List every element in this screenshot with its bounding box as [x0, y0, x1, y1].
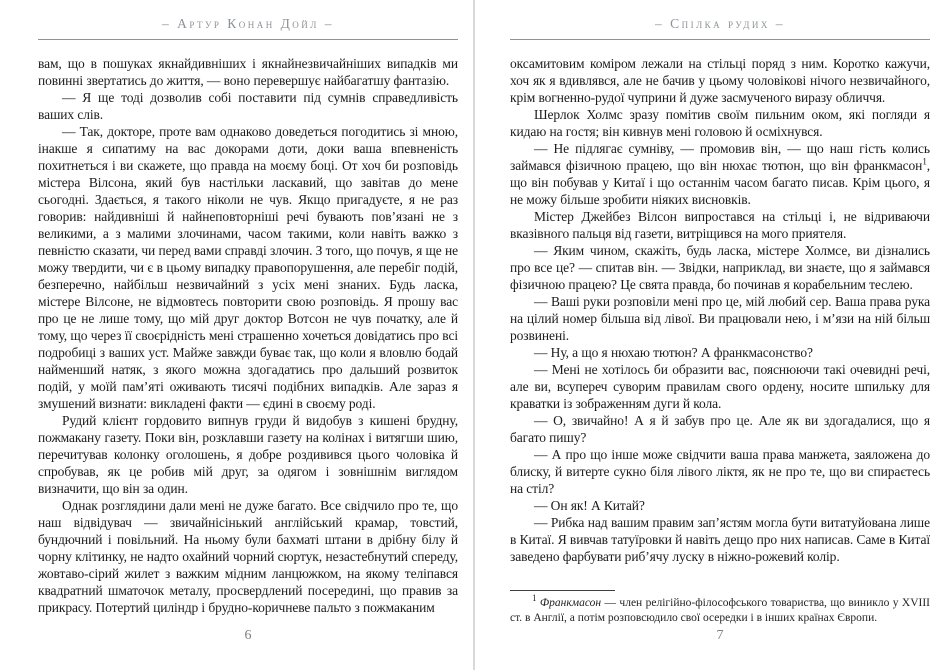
left-page-number: 6	[244, 628, 252, 643]
footnote-ref-superscript: 1	[532, 593, 537, 604]
left-header-rule	[38, 39, 458, 40]
paragraph: — Так, докторе, проте вам однаково доведеться погодитись зі мною, інакше я сипатиму на вас докорами доти, доки ваша впевненість похитнеться і ви скажете, що правда на моєму боці. От хоч би розповідь містера Вілсона, який був настільки ласкавий, що завітав до мене сьогодні. Здається, я такого ніколи не чув. Якщо пригадуєте, я не раз говорив: найдивніші й найнеповторніші речі бувають пов’язані не з великими, а з малими злочинами, часом такими, коли навіть важко з певністю сказати, чи перед вами справді злочин. З того, що почув, я ще не можу твердити, чи є в цьому випадку правопорушення, але перебіг подій, безперечно, найбільш незвичайний з усіх мені знаних. Будь ласка, містере Вілсоне, не відмовтесь повторити свою розповідь. Я прошу вас про це не лише тому, що мій друг доктор Вотсон не чув початку, але й тому, що через її своєрідність мені страшенно хочеться довідатись про всі подробиці з ваших уст. Майже завжди буває так, що коли я вловлю бодай найменший натяк, з якого можна здогадатись про дальший розвиток подій, у моїй пам’яті оживають тисячі подібних випадків. Але зараз я змушений визнати: викладені факти — єдині в своєму роді.	[38, 124, 458, 411]
right-page	[475, 0, 948, 670]
footnote-block	[510, 590, 930, 626]
footnote-text: $^1$ Франкмасон — член релігійно-філософського товариства, що виникло у XVIII ст. в Англії, а потім розповсюдило свої осередки і в інших країнах Європи.	[510, 593, 930, 624]
left-page	[0, 0, 473, 670]
paragraph: — Не підлягає сумніву, — промовив він, — що наш гість колись займався фізичною працею, що він нюхає тютюн, що він франкмасон$^1$, що він побував у Китаї і що останнім часом багато писав. Крім цього, я не можу більше зробити ніяких висновків.	[510, 141, 930, 207]
paragraph: Однак розглядини дали мені не дуже багато. Все свідчило про те, що наш відвідувач — звичайнісінький англійський крамар, товстий, бундючний і повільний. На ньому були бахматі штани в дрібну білу й чорну клітинку, не надто охайний чорний сюртук, незастебнутий спереду, жовтаво-сірий жилет з важким мідним ланцюжком, на якому теліпався квадратний шматочок металу, просвердлений посередині, що правив за прикрасу. Потертий циліндр і брудно-коричневе пальто з пожмаканим	[38, 498, 458, 615]
paragraph: вам, що в пошуках якнайдивніших і якнайнезвичайніших випадків ми повинні звертатись до життя, — воно перевершує найбагатшу фантазію.	[38, 56, 458, 88]
left-running-head: – Артур Конан Дойл –	[161, 16, 335, 31]
paragraph: — Рибка над вашим правим зап’ястям могла бути витатуйована лише в Китаї. Я вивчав татуїровки й навіть дещо про них написав. Саме в Китаї заведено фарбувати риб’ячу луску в ніжно-рожевий колір.	[510, 515, 930, 564]
right-running-head: – Спілка рудих –	[654, 16, 786, 31]
paragraph: — О, звичайно! А я й забув про це. Але як ви здогадалися, що я багато пишу?	[510, 413, 930, 445]
right-header-rule	[510, 39, 930, 40]
paragraph: Рудий клієнт гордовито випнув груди й видобув з кишені брудну, пожмакану газету. Поки він, розклавши газету на колінах і витягши шию, перечитував колонку оголошень, я добре роздивився цього чоловіка й спробував, як це робив мій друг, за одягом і зовнішнім виглядом визначити, що він за один.	[38, 413, 458, 496]
paragraph: — Он як! А Китай?	[534, 498, 645, 513]
footnote-rule	[510, 590, 615, 591]
right-page-body	[510, 55, 930, 565]
paragraph: — Ваші руки розповіли мені про це, мій любий сер. Ваша права рука на цілий номер більша від лівої. Ви працювали нею, і м’язи на ній більш розвинені.	[510, 294, 930, 343]
italic-term: Франкмасон	[536, 597, 602, 609]
left-page-body	[38, 55, 458, 616]
right-page-number: 7	[716, 628, 724, 643]
paragraph: оксамитовим коміром лежали на стільці поряд з ним. Коротко кажучи, хоч як я вдивлявся, але не бачив у цьому чоловікові нічого незвичайного, крім вогненно-рудої чуприни й дуже засмученого виразу обличчя.	[510, 56, 930, 105]
footnote-ref-superscript: 1	[922, 156, 927, 167]
paragraph: — А про що інше може свідчити ваша права манжета, заяложена до блиску, й витерте сукно біля лівого ліктя, як не про те, що ви спираєтесь на стіл?	[510, 447, 930, 496]
paragraph: Містер Джейбез Вілсон випростався на стільці і, не відриваючи вказівного пальця від газети, витріщився на мого приятеля.	[510, 209, 930, 241]
paragraph: — Мені не хотілось би образити вас, пояснюючи такі очевидні речі, але ви, всупереч суворим правилам свого ордену, носите шпильку для краватки із зображенням дуги й кола.	[510, 362, 930, 411]
paragraph: — Ну, а що я нюхаю тютюн? А франкмасонство?	[534, 345, 813, 360]
paragraph: Шерлок Холмс зразу помітив своїм пильним оком, які погляди я кидаю на гостя; він кивнув мені головою й осміхнувся.	[510, 107, 930, 139]
paragraph: — Я ще тоді дозволив собі поставити під сумнів справедливість ваших слів.	[38, 90, 458, 122]
paragraph: — Яким чином, скажіть, будь ласка, містере Холмсе, ви дізнались про все це? — спитав він. — Звідки, наприклад, ви знаєте, що я займався фізичною працею? Це свята правда, бо починав я корабельним теслею.	[510, 243, 930, 292]
